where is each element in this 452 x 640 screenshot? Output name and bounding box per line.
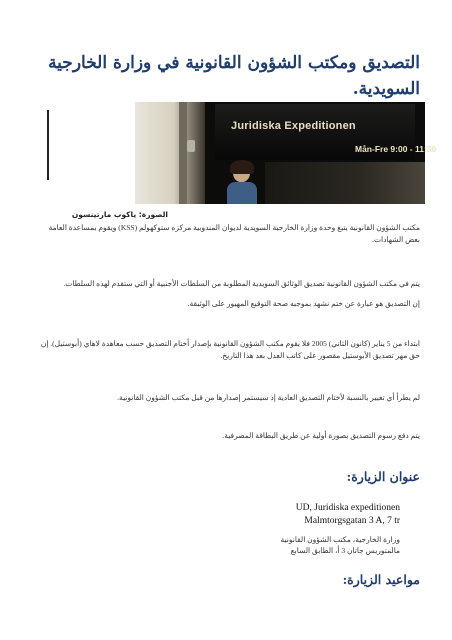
- photo-doorway: [135, 102, 205, 204]
- margin-rule: [47, 110, 49, 180]
- address-line: UD, Juridiska expeditionen: [295, 503, 400, 513]
- paragraph-regular-stamps: لم يطرأ أي تغيير بالنسبة لأختام التصديق العادية إذ سيستمر إصدارها من قبل مكتب الشؤون القانونية.: [117, 393, 420, 402]
- visiting-address-heading: عنوان الزيارة:: [346, 469, 420, 484]
- photo-person-hair: [230, 160, 254, 174]
- photo-person: [227, 162, 257, 204]
- photo-sign-text: Juridiska Expeditionen: [231, 120, 356, 132]
- photo-door-frame: [179, 102, 187, 204]
- paragraph-intro: مكتب الشؤون القانونية يتبع وحدة وزارة الخارجية السويدية لديوان المندوبية مركزه ستوكهولم (KSS) ويقوم بمساعدة العامة بعض الشهادات.: [48, 223, 420, 244]
- paragraph-definition: إن التصديق هو عبارة عن ختم نشهد بموجبه صحة التوقيع المهيور على الوثيقة.: [187, 299, 420, 308]
- address-line: Malmtorgsgatan 3 A, 7 tr: [304, 516, 400, 526]
- paragraph-apostille: ابتداء من 5 يناير (كانون الثاني) 2005 فلا يقوم مكتب الشؤون القانونية بإصدار أختام التصديق حسب معاهدة لاهاي (أبوستيل). إن حق مهر تصديق الأبوستيل مقصور على كاتب العدل بعد هذا التاريخ.: [40, 339, 420, 360]
- photo-caption: الصورة: ياكوب مارتينسون: [71, 210, 168, 219]
- visiting-hours-heading: مواعيد الزيارة:: [342, 572, 420, 587]
- photo-person-coat: [227, 182, 257, 204]
- photo-door-handle: [187, 140, 195, 152]
- address-arabic: [40, 534, 400, 556]
- address-line: مالمتوريس جاتان 3 أ، الطابق السابع: [290, 546, 400, 555]
- address-english: [40, 502, 400, 528]
- office-door-photo: [135, 102, 437, 204]
- address-line: وزارة الخارجية، مكتب الشؤون القانونية: [280, 535, 400, 544]
- photo-hours-text: Mån-Fre 9:00 - 11:30: [355, 144, 437, 154]
- paragraph-documents: يتم في مكتب الشؤون القانونية تصديق الوثائق السويدية المطلوبة من السلطات الأجنبية أو التي ستقدم لهذه السلطات.: [63, 279, 420, 288]
- paragraph-fees: يتم دفع رسوم التصديق بصورة أولية عن طريق البطاقة المصرفية.: [222, 431, 420, 440]
- photo-hallway: [265, 162, 425, 204]
- page-title: التصديق ومكتب الشؤون القانونية في وزارة الخارجية السويدية.: [48, 53, 420, 99]
